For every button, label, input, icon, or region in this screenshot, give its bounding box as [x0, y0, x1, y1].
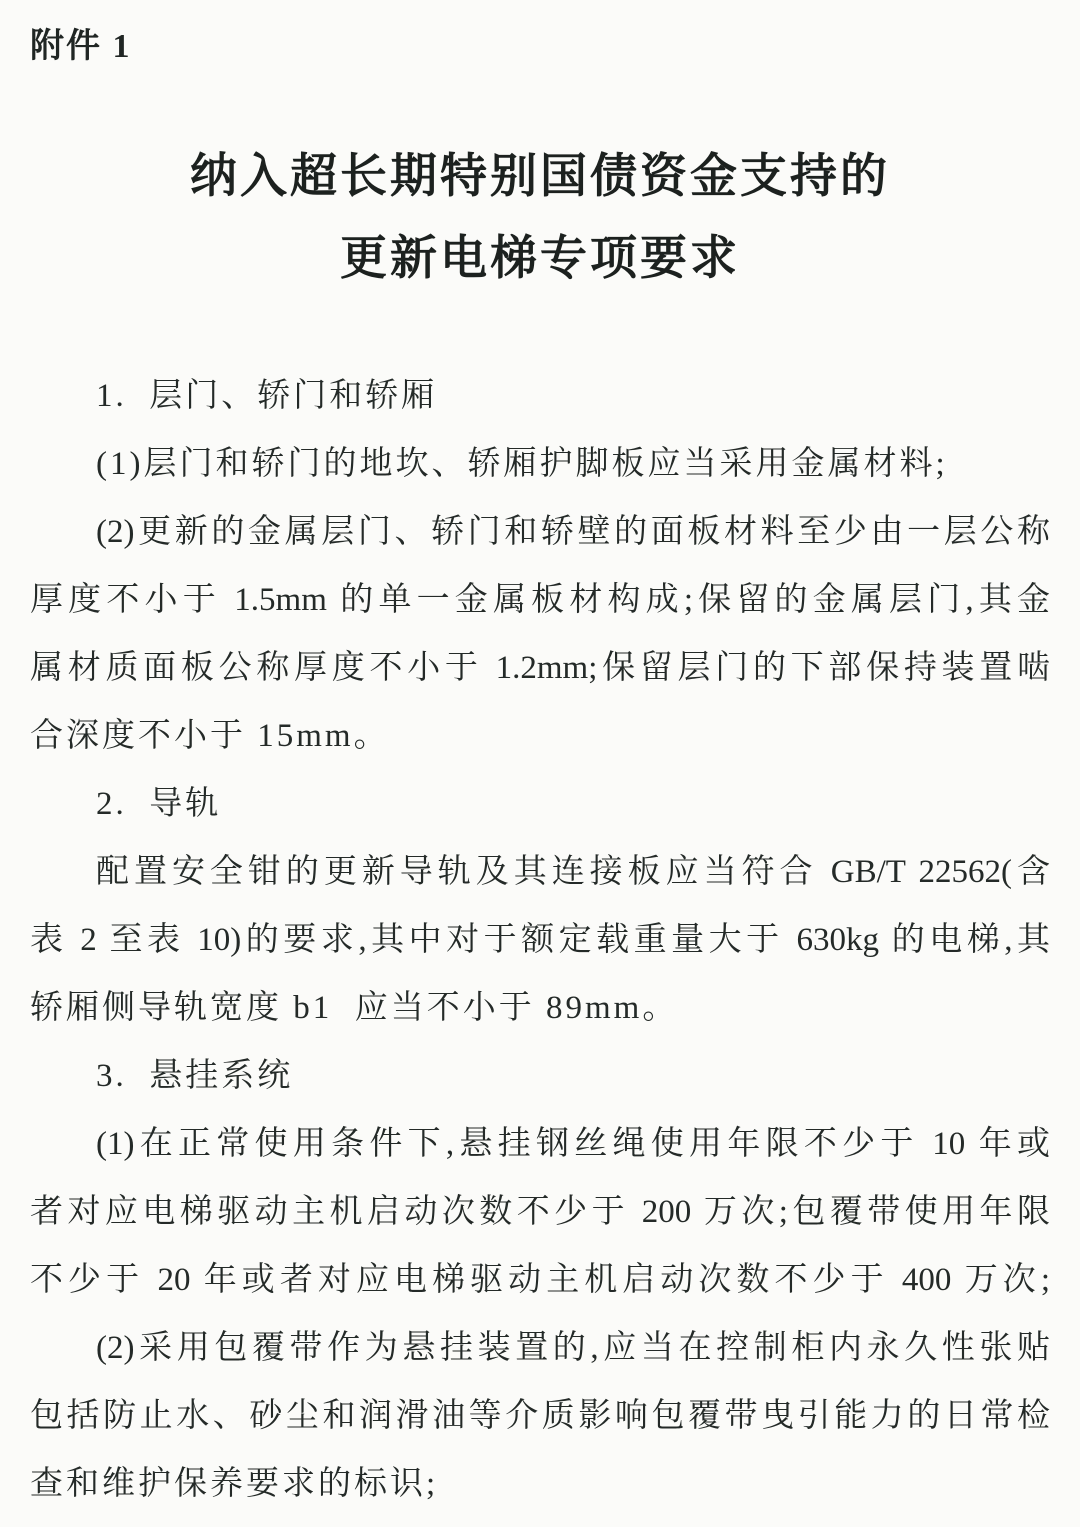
body-line: (1)在正常使用条件下,悬挂钢丝绳使用年限不少于 10 年或 [96, 1126, 1050, 1162]
body-line: 不少于 20 年或者对应电梯驱动主机启动次数不少于 400 万次; [30, 1262, 1050, 1298]
title-line-2: 更新电梯专项要求 [340, 233, 740, 285]
body-line: 轿厢侧导轨宽度 b1 应当不小于 89mm。 [30, 990, 679, 1026]
body-line: 表 2 至表 10)的要求,其中对于额定载重量大于 630kg 的电梯,其 [30, 922, 1050, 958]
body-line: 属材质面板公称厚度不小于 1.2mm;保留层门的下部保持装置啮 [30, 650, 1050, 686]
body-line: 者对应电梯驱动主机启动次数不少于 200 万次;包覆带使用年限 [30, 1194, 1050, 1230]
body-line: 配置安全钳的更新导轨及其连接板应当符合 GB/T 22562(含 [96, 854, 1050, 890]
document-body [30, 362, 1050, 1518]
body-line: (2)采用包覆带作为悬挂装置的,应当在控制柜内永久性张贴 [96, 1330, 1050, 1366]
body-line: 1. 层门、轿门和轿厢 [96, 378, 438, 414]
body-line: (2)更新的金属层门、轿门和轿壁的面板材料至少由一层公称 [96, 514, 1050, 550]
body-line: 2. 导轨 [96, 786, 222, 822]
body-line: (1)层门和轿门的地坎、轿厢护脚板应当采用金属材料; [96, 446, 948, 482]
body-line: 厚度不小于 1.5mm 的单一金属板材构成;保留的金属层门,其金 [30, 582, 1050, 618]
body-line: 包括防止水、砂尘和润滑油等介质影响包覆带曳引能力的日常检 [30, 1398, 1050, 1434]
body-line: 合深度不小于 15mm。 [30, 718, 390, 754]
body-line: 查和维护保养要求的标识; [30, 1466, 439, 1502]
title-line-1: 纳入超长期特别国债资金支持的 [190, 151, 890, 203]
document-title [30, 136, 1050, 300]
attachment-label: 附件 1 [30, 28, 132, 65]
body-line: 3. 悬挂系统 [96, 1058, 294, 1094]
